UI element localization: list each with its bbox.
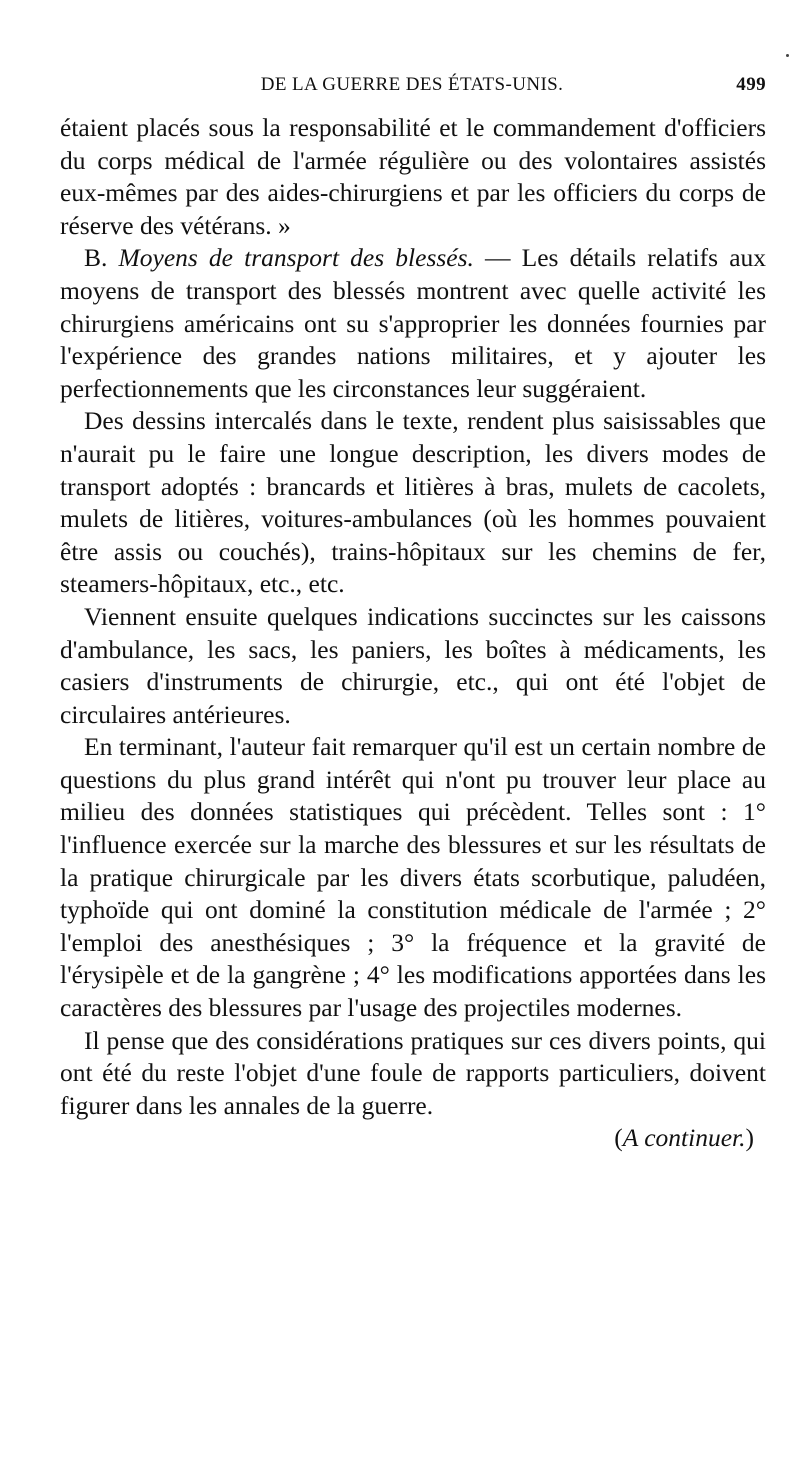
paragraph-section-b [60,242,766,405]
section-title: Moyens de transport des blessés. [118,243,474,273]
paragraph-annals: Il pense que des considérations pratiques sur ces divers points, qui ont été du reste l'objet d'une foule de rapports particuliers, doivent figurer dans les annales de la guerre. [60,1025,766,1120]
closing-open-paren: ( [614,1123,623,1153]
paragraph-conclusion: En terminant, l'auteur fait remarquer qu'il est un certain nombre de questions du plus grand intérêt qui n'ont pu trouver leur place au milieu des données statistiques qui précèdent. Telles sont : 1° l'influence exercée sur la marche des blessures et sur les résultats de la pratique chirurgicale par les divers états scorbutique, paludéen, typhoïde qui ont dominé la constitution médicale de l'armée ; 2° l'emploi des anesthésiques ; 3° la fréquence et la gravité de l'érysipèle et de la gangrène ; 4° les modifications apportées dans les caractères des blessures par l'usage des projectiles modernes. [60,732,766,1023]
closing-close-paren: ) [745,1123,754,1153]
running-title: DE LA GUERRE DES ÉTATS-UNIS. [260,74,564,95]
section-b-text: — Les détails relatifs aux moyens de transport des blessés montrent avec quelle activité les chirurgiens américains ont su s'approprier les données fournies par l'expérience des grandes nations militaires, et y ajouter les perfectionnements que les circonstances leur suggéraient. [60,243,767,403]
running-head [58,74,766,102]
margin-speck [786,54,789,57]
to-be-continued [60,1122,766,1155]
section-label: B. [84,243,108,273]
closing-text: A continuer. [622,1123,746,1153]
body-text [60,112,766,1155]
page-number: 499 [736,74,766,95]
paragraph-continuation: étaient placés sous la responsabilité et le commandement d'officiers du corps médical de l'armée régulière ou des volontaires assistés eux-mêmes par des aides-chirurgiens et par les officiers du corps de réserve des vétérans. » [60,113,766,240]
paragraph-ambulance: Viennent ensuite quelques indications succinctes sur les caissons d'ambulance, les sacs, les paniers, les boîtes à médicaments, les casiers d'instruments de chirurgie, etc., qui ont été l'objet de circulaires antérieures. [60,601,766,729]
paragraph-drawings: Des dessins intercalés dans le texte, rendent plus saisissables que n'aurait pu le faire une longue description, les divers modes de transport adoptés : brancards et litières à bras, mulets de cacolets, mulets de litières, voitures-ambulances (où les hommes pouvaient être assis ou couchés), trains-hôpitaux sur les chemins de fer, steamers-hôpitaux, etc., etc. [60,406,766,599]
